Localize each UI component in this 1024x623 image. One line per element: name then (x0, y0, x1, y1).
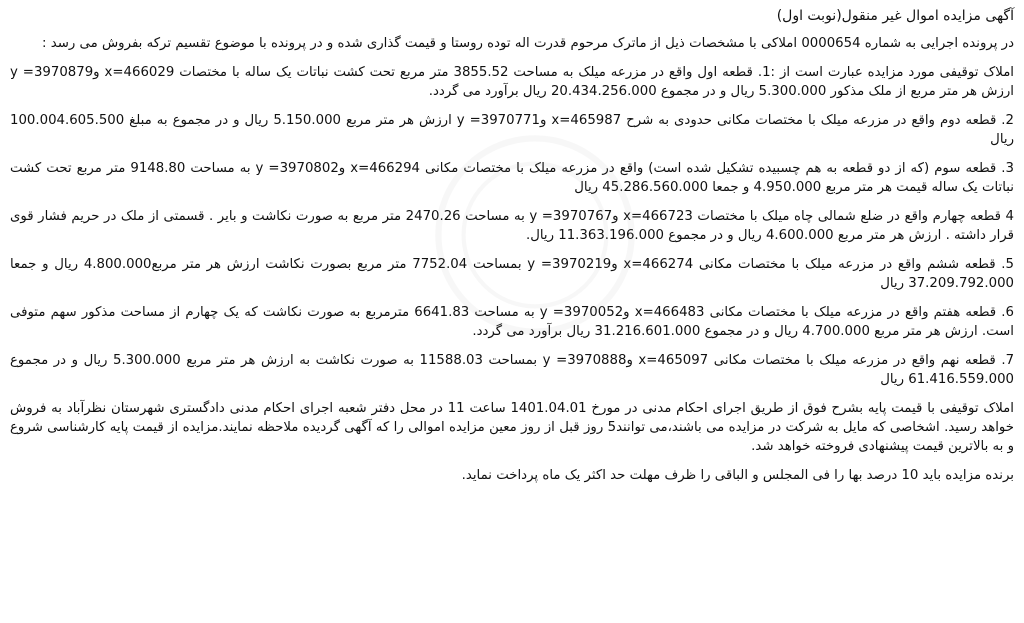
notice-intro: در پرونده اجرایی به شماره 0000654 املاکی با مشخصات ذیل از ماترک مرحوم قدرت اله توده روستا و قیمت گذاری شده و در پرونده با موضوع تقسیم ترکه بفروش می رسد : (42, 36, 1014, 51)
property-item-7: 7. قطعه نهم واقع در مزرعه میلک با مختصات مکانی x=465097 وy =3970888 بمساحت 11588.03 به صورت نکاشت به ارزش هر متر مربع 5.300.000 ریال و در مجموع 61.416.559.000 ریال (10, 353, 1015, 387)
property-item-2: 2. قطعه دوم واقع در مزرعه میلک با مختصات مکانی حدودی به شرح x=465987 وy =3970771 ارزش هر متر مربع 5.150.000 ریال و در مجموع به مبلغ 100.004.605.500 ریال (10, 113, 1014, 147)
property-item-1: املاک توقیفی مورد مزایده عبارت است از :1. قطعه اول واقع در مزرعه میلک به مساحت 3855.52 متر مربع تحت کشت نباتات یک ساله با مختصات x=466029 وy =3970879 ارزش هر متر مربع از ملک مذکور 5.300.000 ریال و در مجموع 20.434.256.000 ریال برآورد می گردد. (10, 65, 1015, 99)
payment-terms: برنده مزایده باید 10 درصد بها را فی المجلس و الباقی را ظرف مهلت حد اکثر یک ماه پرداخت نماید. (461, 468, 1014, 483)
auction-terms: املاک توقیفی با قیمت پایه بشرح فوق از طریق اجرای احکام مدنی در مورخ 1401.04.01 ساعت 11 در محل دفتر شعبه اجرای احکام مدنی دادگستری شهرستان نظرآباد به فروش خواهد رسید. اشخاصی که مایل به شرکت در مزایده می باشند،می توانند5 روز قبل از روز معین مزایده اموالی را که آگهی گردیده ملاحظه نمایند.مزایده از قیمت پایه کارشناسی شروع و به بالاترین قیمت پیشنهادی فروخته خواهد شد. (10, 401, 1014, 454)
property-item-5: 5. قطعه ششم واقع در مزرعه میلک با مختصات مکانی x=466274 وy =3970219 بمساحت 7752.04 متر مربع بصورت نکاشت ارزش هر متر مربع4.800.000 ریال و جمعا 37.209.792.000 ریال (10, 257, 1014, 291)
property-item-4: 4 قطعه چهارم واقع در ضلع شمالی چاه میلک با مختصات x=466723 وy =3970767 به مساحت 2470.26 متر مربع به صورت نکاشت و بایر . قسمتی از ملک در حریم فشار قوی قرار داشته . ارزش هر متر مربع 4.600.000 ریال و در مجموع 11.363.196.000 ریال. (10, 209, 1014, 243)
notice-title: آگهی مزایده اموال غیر منقول(نوبت اول) (776, 8, 1014, 24)
property-item-6: 6. قطعه هفتم واقع در مزرعه میلک با مختصات مکانی x=466483 وy =3970052 به مساحت 6641.83 مترمربع به صورت نکاشت که یک چهارم از مساحت مذکور سهم متوفی است. ارزش هر متر مربع 4.700.000 ریال و در مجموع 31.216.601.000 ریال برآورد می گردد. (10, 305, 1014, 339)
property-item-3: 3. قطعه سوم (که از دو قطعه به هم چسبیده تشکیل شده است) واقع در مزرعه میلک با مختصات مکانی x=466294 وy =3970802 به مساحت 9148.80 متر مربع تحت کشت نباتات یک ساله قیمت هر متر مربع 4.950.000 و جمعا 45.286.560.000 ریال (10, 161, 1014, 195)
